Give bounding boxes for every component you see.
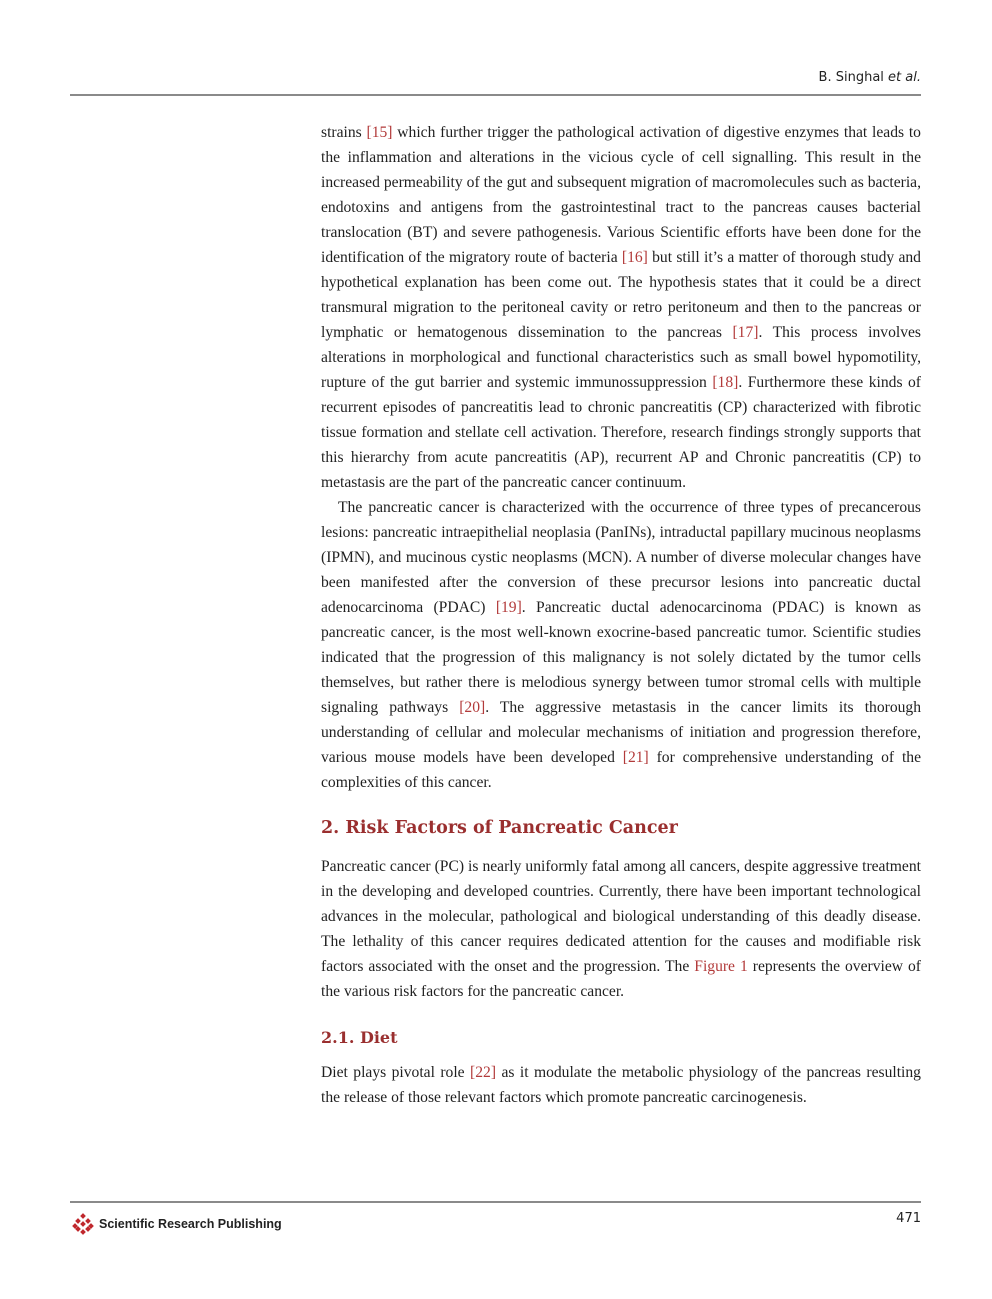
citation-link[interactable]: [22] bbox=[470, 1064, 497, 1081]
citation-link[interactable]: [20] bbox=[459, 699, 486, 716]
body-paragraph: The pancreatic cancer is characterized with the occurrence of three types of precancerous lesions: pancreatic intraepithelial neoplasia (PanINs), intraductal papillary mucinous neoplasms (IPMN), and mucinous cystic neoplasms (MCN). A number of diverse molecular changes have been manifested after the conversion of these precursor lesions into pancreatic ductal adenocarcinoma (PDAC) [19]. Pancreatic ductal adenocarcinoma (PDAC) is known as pancreatic cancer, is the most well-known exocrine-based pancreatic tumor. Scientific studies indicated that the progression of this malignancy is not solely dictated by the tumor cells themselves, but rather there is melodious synergy between tumor stromal cells with multiple signaling pathways [20]. The aggressive metastasis in the cancer limits its thorough understanding of cellular and molecular mechanisms of initiation and progression therefore, various mouse models have been developed [21] for comprehensive understanding of the complexities of this cancer. bbox=[321, 499, 922, 791]
citation-link[interactable]: [21] bbox=[622, 749, 649, 766]
body-paragraph: Diet plays pivotal role [22] as it modulate the metabolic physiology of the pancreas resulting the release of those relevant factors which promote pancreatic carcinogenesis. bbox=[321, 1064, 921, 1106]
section-heading: 2. Risk Factors of Pancreatic Cancer bbox=[321, 818, 678, 838]
body-paragraph: strains [15] which further trigger the pathological activation of digestive enzymes that leads to the inflammation and alterations in the vicious cycle of cell signalling. This result in the increased permeability of the gut and subsequent migration of macromolecules such as bacteria, endotoxins and antigens from the gastrointestinal tract to the pancreas causes bacterial translocation (BT) and severe pathogenesis. Various Scientific efforts have been done for the identification of the migratory route of bacteria [16] but still it’s a matter of thorough study and hypothetical explanation has been come out. The hypothesis states that it could be a direct transmural migration to the peritoneal cavity or retro peritoneum and then to the pancreas or lymphatic or hematogenous dissemination to the pancreas [17]. This process involves alterations in morphological and functional characteristics such as small bowel hypomotility, rupture of the gut barrier and systemic immunossuppression [18]. Furthermore these kinds of recurrent episodes of pancreatitis lead to chronic pancreatitis (CP) characterized with fibrotic tissue formation and stellate cell activation. Therefore, research findings strongly supports that this hierarchy from acute pancreatitis (AP), recurrent AP and Chronic pancreatitis (CP) to metastasis are the part of the pancreatic cancer continuum. bbox=[321, 124, 921, 491]
citation-link[interactable]: [16] bbox=[621, 249, 648, 266]
body-paragraph: Pancreatic cancer (PC) is nearly uniformly fatal among all cancers, despite aggressive treatment in the developing and developed countries. Currently, there have been important technological advances in the molecular, pathological and biological understanding of this deadly disease. The lethality of this cancer requires dedicated attention for the causes and modifiable risk factors associated with the onset and the progression. The Figure 1 represents the overview of the various risk factors for the pancreatic cancer. bbox=[321, 858, 921, 1000]
article-body bbox=[321, 120, 921, 1110]
citation-link[interactable]: [18] bbox=[712, 374, 739, 391]
running-header bbox=[819, 70, 921, 85]
header-rule bbox=[70, 94, 921, 96]
publisher-logo[interactable] bbox=[72, 1213, 282, 1235]
citation-link[interactable]: [15] bbox=[366, 124, 393, 141]
citation-link[interactable]: [19] bbox=[495, 599, 522, 616]
header-author-name: B. Singhal bbox=[818, 70, 884, 85]
figure-link[interactable]: Figure 1 bbox=[694, 958, 748, 975]
publisher-name: Scientific Research Publishing bbox=[99, 1217, 282, 1231]
subsection-heading: 2.1. Diet bbox=[321, 1028, 398, 1047]
citation-link[interactable]: [17] bbox=[732, 324, 759, 341]
header-etal: et al. bbox=[888, 70, 921, 85]
page-number: 471 bbox=[896, 1211, 921, 1226]
publisher-logo-icon bbox=[72, 1213, 94, 1235]
footer-rule bbox=[70, 1201, 921, 1203]
